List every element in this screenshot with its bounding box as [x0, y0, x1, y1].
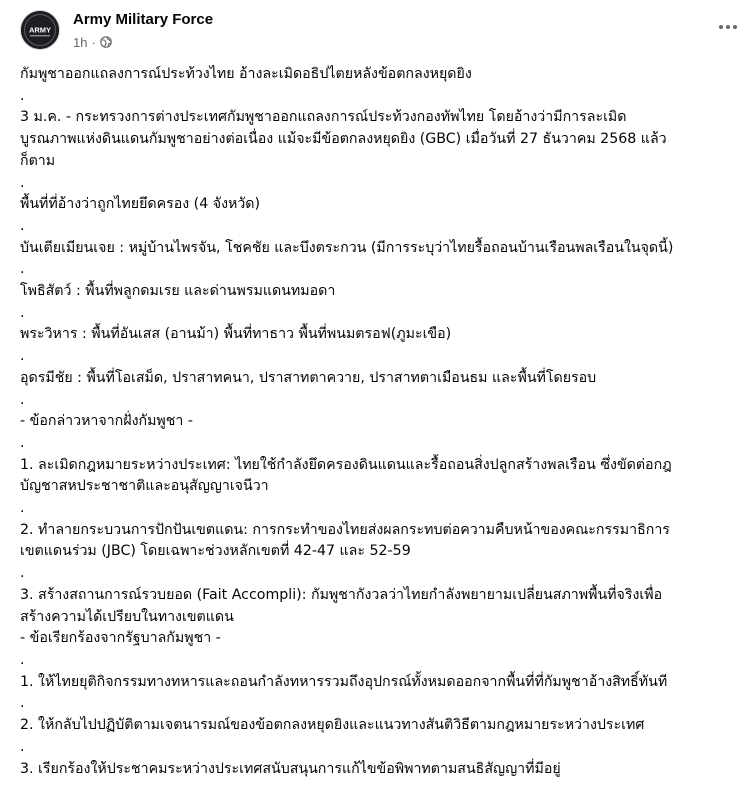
post-text-line: - ข้อเรียกร้องจากรัฐบาลกัมพูชา - [20, 630, 221, 647]
post-meta [73, 34, 112, 50]
post-text-line: 1. ละเมิดกฎหมายระหว่างประเทศ: ไทยใช้กำลังยึดครองดินแดนและรื้อถอนสิ่งปลูกสร้างพลเรือน ซึ่งขัดต่อกฎ [20, 456, 672, 473]
post-text-line: . [20, 304, 25, 321]
post-text-line: บันเตียเมียนเจย : หมู่บ้านไพรจัน, โชคชัย และบึงตระกวน (มีการระบุว่าไทยรื้อถอนบ้านเรือนพลเรือนในจุดนี้) [20, 239, 674, 256]
post-text-line: 3. สร้างสถานการณ์รวบยอด (Fait Accompli): กัมพูชากังวลว่าไทยกำลังพยายามเปลี่ยนสภาพพื้นที่จริงเพื่อ [20, 586, 663, 603]
avatar-logo-text: ARMY [28, 25, 52, 35]
post-text-line: . [20, 651, 25, 668]
author-name[interactable]: Army Military Force [73, 11, 214, 28]
post-text-line: พื้นที่ที่อ้างว่าถูกไทยยึดครอง (4 จังหวัด) [20, 196, 261, 213]
post-text-line: . [20, 261, 25, 278]
post-text-line: สร้างความได้เปรียบในทางเขตแดน [20, 608, 234, 625]
post-text-line: กัมพูชาออกแถลงการณ์ประท้วงไทย อ้างละเมิดอธิปไตยหลังข้อตกลงหยุดยิง [20, 66, 472, 82]
avatar[interactable] [20, 10, 60, 50]
army-logo-icon [21, 11, 59, 49]
post-text-line: . [20, 391, 25, 408]
post-text-line: 2. ให้กลับไปปฏิบัติตามเจตนารมณ์ของข้อตกลงหยุดยิงและแนวทางสันติวิธีตามกฎหมายระหว่างประเทศ [20, 717, 645, 734]
post-text-line: อุดรมีชัย : พื้นที่โอเสม็ด, ปราสาทคนา, ปราสาทตาควาย, ปราสาทตาเมือนธม และพื้นที่โดยรอบ [20, 369, 597, 386]
post-text-line: . [20, 348, 25, 365]
more-options-button[interactable] [710, 14, 746, 40]
post-text-line: 2. ทำลายกระบวนการปักปันเขตแดน: การกระทำของไทยส่งผลกระทบต่อความคืบหน้าของคณะกรรมาธิการ [20, 521, 670, 538]
post-text-line: . [20, 738, 25, 755]
more-dot [726, 25, 730, 29]
post-text-line: 3. เรียกร้องให้ประชาคมระหว่างประเทศสนับสนุนการแก้ไขข้อพิพาทตามสนธิสัญญาที่มีอยู่ [20, 760, 561, 777]
post-text-line: โพธิสัตว์ : พื้นที่พลูกดมเรย และด่านพรมแดนทมอดา [20, 283, 336, 300]
post-text [20, 64, 746, 780]
post-text-line: บูรณภาพแห่งดินแดนกัมพูชาอย่างต่อเนื่อง แม้จะมีข้อตกลงหยุดยิง (GBC) เมื่อวันที่ 27 ธันวาคม 2568 แล้ว [20, 131, 667, 148]
post-text-line: . [20, 565, 25, 582]
post-text-line: . [20, 174, 25, 191]
globe-icon [100, 36, 112, 48]
post-text-line: บัญชาสหประชาชาติและอนุสัญญาเจนีวา [20, 478, 269, 495]
more-dot [719, 25, 723, 29]
post-text-line: พระวิหาร : พื้นที่อันเสส (อานม้า) พื้นที่ทาธาว พื้นที่พนมตรอฟ(ภูมะเขือ) [20, 326, 452, 343]
post-text-line: . [20, 87, 25, 104]
post-text-line: 3 ม.ค. - กระทรวงการต่างประเทศกัมพูชาออกแถลงการณ์ประท้วงกองทัพไทย โดยอ้างว่ามีการละเมิด [20, 109, 627, 126]
post-text-line: - ข้อกล่าวหาจากฝั่งกัมพูชา - [20, 413, 194, 430]
more-dot [733, 25, 737, 29]
meta-separator: · [91, 34, 96, 50]
post-text-line: . [20, 500, 25, 517]
post-text-line: ก็ตาม [20, 152, 56, 169]
post-time[interactable]: 1h [73, 34, 88, 50]
post-text-line: 1. ให้ไทยยุติกิจกรรมทางทหารและถอนกำลังทหารรวมถึงอุปกรณ์ทั้งหมดออกจากพื้นที่ที่กัมพูชาอ้างสิทธิ์ทันที [20, 673, 668, 690]
post-text-line: เขตแดนร่วม (JBC) โดยเฉพาะช่วงหลักเขตที่ 42-47 และ 52-59 [20, 543, 411, 560]
post-header [0, 0, 756, 62]
post-text-line: . [20, 217, 25, 234]
post-text-line: . [20, 695, 25, 712]
post-text-line: . [20, 434, 25, 451]
